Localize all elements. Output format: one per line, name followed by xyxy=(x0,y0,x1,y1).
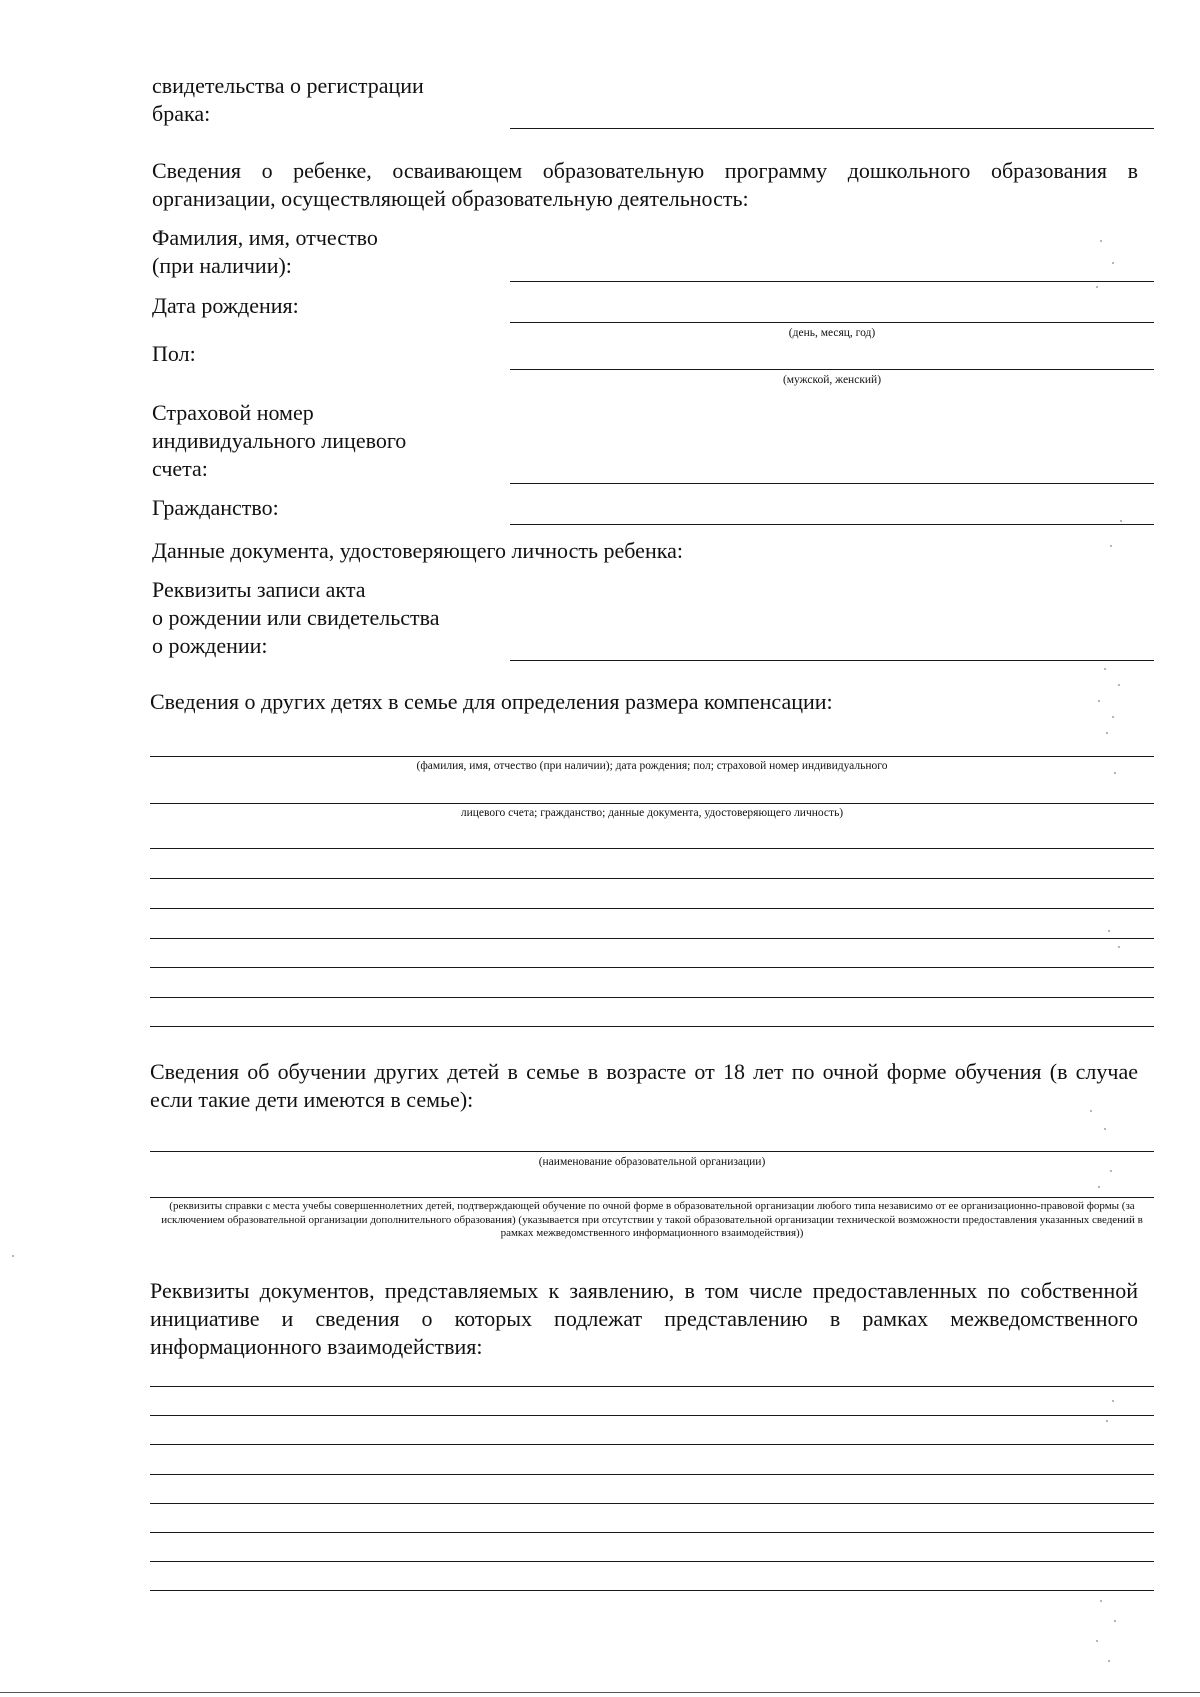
child-sex-input-line[interactable] xyxy=(510,369,1154,370)
documents-line-5[interactable] xyxy=(150,1503,1154,1504)
child-dob-caption: (день, месяц, год) xyxy=(788,327,876,339)
child-citizenship-label: Гражданство: xyxy=(152,495,279,520)
documents-line-1[interactable] xyxy=(150,1386,1154,1387)
marriage-cert-label-line1: свидетельства о регистрации xyxy=(152,73,424,98)
child-snils-label-line3: счета: xyxy=(152,456,208,481)
marriage-cert-input-line[interactable] xyxy=(510,128,1154,129)
other-children-line-5[interactable] xyxy=(150,908,1154,909)
other-children-line-4[interactable] xyxy=(150,878,1154,879)
documents-line-8[interactable] xyxy=(150,1590,1154,1591)
marriage-cert-label-line2: брака: xyxy=(152,101,211,126)
documents-line-3[interactable] xyxy=(150,1444,1154,1445)
child-fio-input-line[interactable] xyxy=(510,281,1154,282)
other-children-line-9[interactable] xyxy=(150,1026,1154,1027)
child-section-heading: Сведения о ребенке, осваивающем образовательную программу дошкольного образования в организации, осуществляющей образовательную деятельность: xyxy=(152,158,1138,211)
documents-line-2[interactable] xyxy=(150,1415,1154,1416)
education-cert-input-line[interactable] xyxy=(150,1197,1154,1198)
other-children-caption-2: лицевого счета; гражданство; данные документа, удостоверяющего личность) xyxy=(460,807,844,819)
child-birth-input-line[interactable] xyxy=(510,660,1154,661)
child-fio-label-line2: (при наличии): xyxy=(152,253,292,278)
education-org-caption: (наименование образовательной организации) xyxy=(538,1156,766,1168)
other-children-line-2[interactable] xyxy=(150,803,1154,804)
child-snils-input-line[interactable] xyxy=(510,483,1154,484)
documents-line-4[interactable] xyxy=(150,1474,1154,1475)
child-sex-caption: (мужской, женский) xyxy=(782,374,882,386)
other-children-line-6[interactable] xyxy=(150,938,1154,939)
documents-heading: Реквизиты документов, представляемых к заявлению, в том числе предоставленных по собственной инициативе и сведения о которых подлежат представлению в рамках межведомственного информационного взаимодействия: xyxy=(150,1278,1138,1359)
child-birth-label-line3: о рождении: xyxy=(152,633,268,658)
other-children-line-1[interactable] xyxy=(150,756,1154,757)
child-snils-label-line1: Страховой номер xyxy=(152,400,314,425)
child-dob-label: Дата рождения: xyxy=(152,293,299,318)
other-children-heading: Сведения о других детях в семье для определения размера компенсации: xyxy=(150,689,833,714)
documents-line-6[interactable] xyxy=(150,1532,1154,1533)
child-fio-label-line1: Фамилия, имя, отчество xyxy=(152,225,378,250)
child-birth-label-line1: Реквизиты записи акта xyxy=(152,577,366,602)
child-citizenship-input-line[interactable] xyxy=(510,524,1154,525)
child-dob-input-line[interactable] xyxy=(510,322,1154,323)
child-id-doc-label: Данные документа, удостоверяющего личность ребенка: xyxy=(152,538,683,563)
other-children-line-3[interactable] xyxy=(150,848,1154,849)
other-children-line-8[interactable] xyxy=(150,997,1154,998)
child-snils-label-line2: индивидуального лицевого xyxy=(152,428,407,453)
child-birth-label-line2: о рождении или свидетельства xyxy=(152,605,440,630)
other-children-caption-1: (фамилия, имя, отчество (при наличии); дата рождения; пол; страховой номер индивидуального xyxy=(416,760,888,772)
other-children-line-7[interactable] xyxy=(150,967,1154,968)
child-sex-label: Пол: xyxy=(152,341,196,366)
education-org-input-line[interactable] xyxy=(150,1151,1154,1152)
education-cert-caption: (реквизиты справки с места учебы совершеннолетних детей, подтверждающей обучение по очной форме в образовательной организации любого типа независимо от ее организационно-правовой формы (за исключением образовательной организации дополнительного образования) (указывается при отсутствии у такой образовательной организации технической возможности предоставления указанных сведений в рамках межведомственного информационного взаимодействия)) xyxy=(161,1200,1143,1239)
education-heading: Сведения об обучении других детей в семье в возрасте от 18 лет по очной форме обучения (в случае если такие дети имеются в семье): xyxy=(150,1059,1138,1112)
page-bottom-edge xyxy=(0,1692,1200,1693)
documents-line-7[interactable] xyxy=(150,1561,1154,1562)
